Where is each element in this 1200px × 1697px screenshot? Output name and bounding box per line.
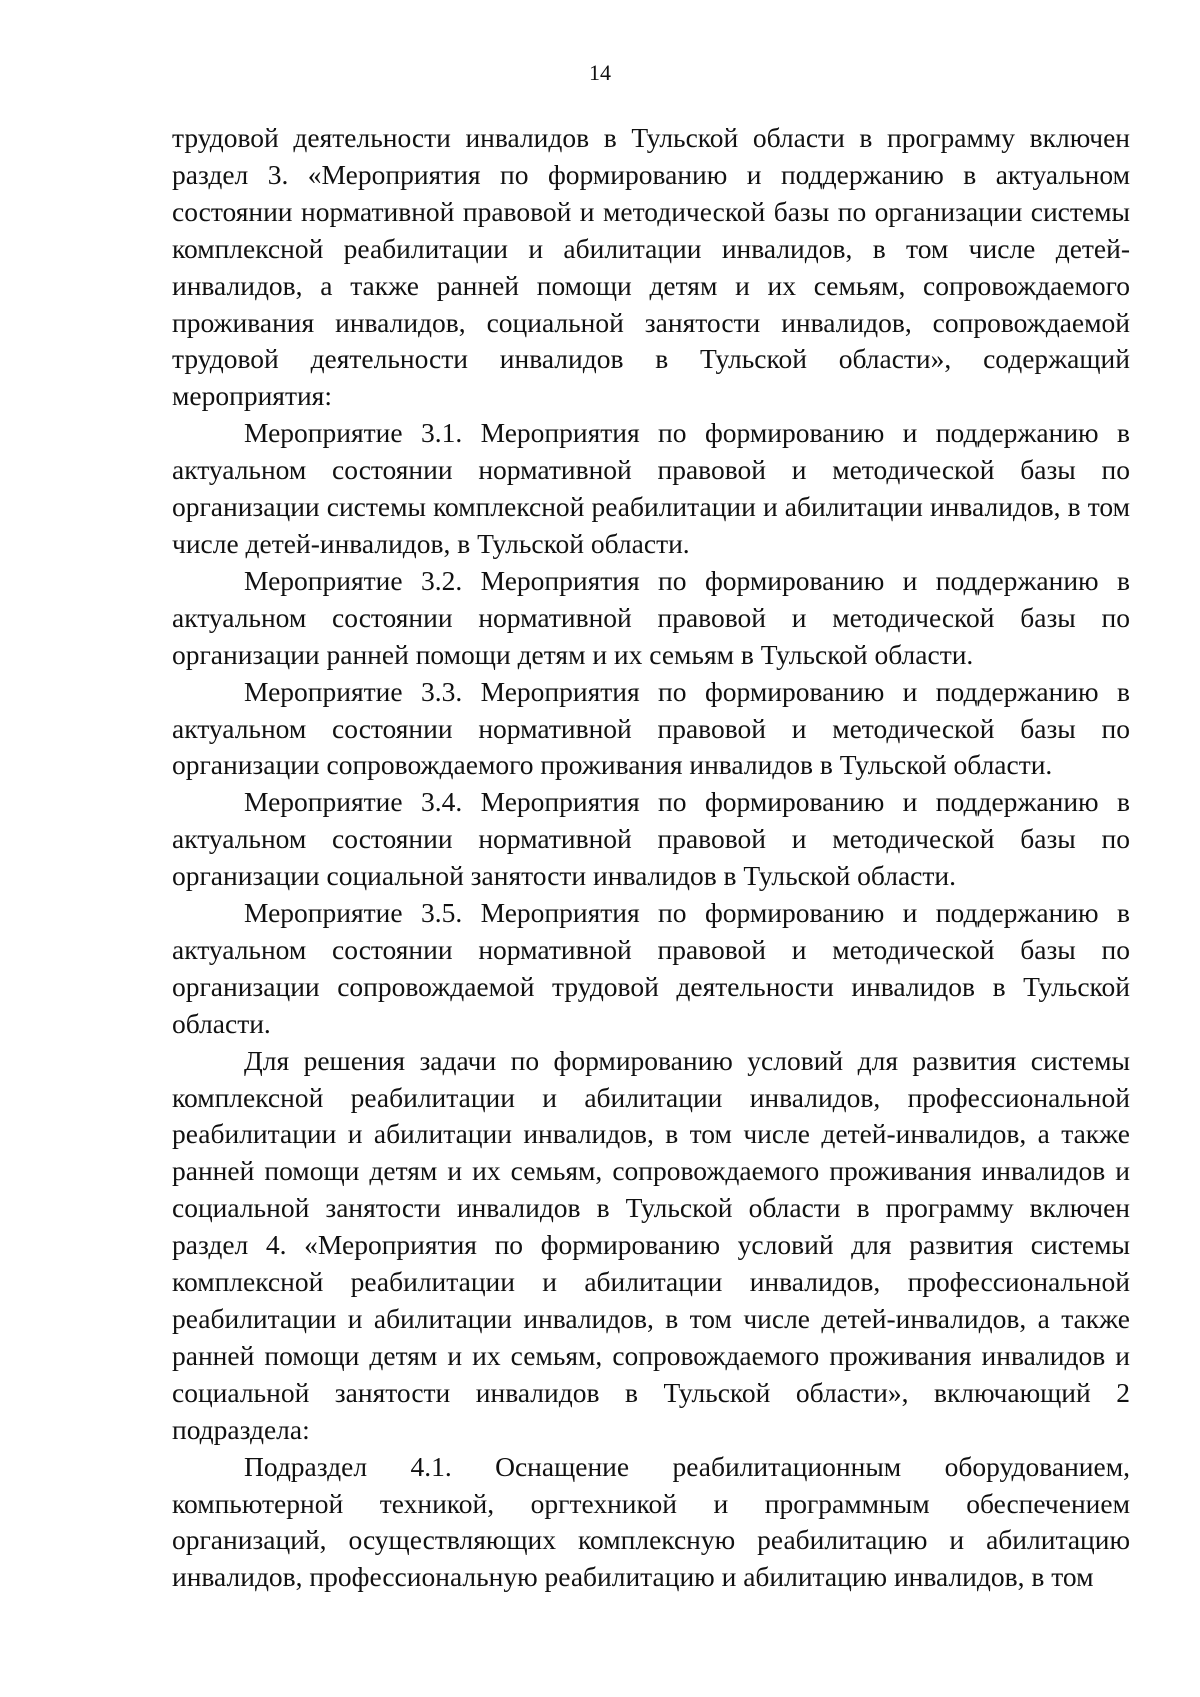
- paragraph-section-4-intro: Для решения задачи по формированию условий для развития системы комплексной реабилитации и абилитации инвалидов, профессиональной реабилитации и абилитации инвалидов, в том числе детей-инвалидов, а также ранней помощи детям и их семьям, сопровождаемого проживания инвалидов и социальной занятости инвалидов в Тульской области в программу включен раздел 4. «Мероприятия по формированию условий для развития системы комплексной реабилитации и абилитации инвалидов, профессиональной реабилитации и абилитации инвалидов, в том числе детей-инвалидов, а также ранней помощи детям и их семьям, сопровождаемого проживания инвалидов и социальной занятости инвалидов в Тульской области», включающий 2 подраздела:: [172, 1044, 1130, 1445]
- paragraph-measure-3-1: Мероприятие 3.1. Мероприятия по формированию и поддержанию в актуальном состоянии нормативной правовой и методической базы по организации системы комплексной реабилитации и абилитации инвалидов, в том числе детей-инвалидов, в Тульской области.: [172, 417, 1130, 559]
- paragraph-measure-3-5: Мероприятие 3.5. Мероприятия по формированию и поддержанию в актуальном состоянии нормативной правовой и методической базы по организации сопровождаемой трудовой деятельности инвалидов в Тульской области.: [172, 897, 1130, 1039]
- paragraph-measure-3-2: Мероприятие 3.2. Мероприятия по формированию и поддержанию в актуальном состоянии нормативной правовой и методической базы по организации ранней помощи детям и их семьям в Тульской области.: [172, 564, 1130, 670]
- document-body: [172, 120, 1130, 1596]
- page-number: 14: [589, 60, 611, 85]
- paragraph-subsection-4-1: Подраздел 4.1. Оснащение реабилитационным оборудованием, компьютерной техникой, оргтехникой и программным обеспечением организаций, осуществляющих комплексную реабилитацию и абилитацию инвалидов, профессиональную реабилитацию и абилитацию инвалидов, в том: [172, 1450, 1130, 1593]
- paragraph-measure-3-3: Мероприятие 3.3. Мероприятия по формированию и поддержанию в актуальном состоянии нормативной правовой и методической базы по организации сопровождаемого проживания инвалидов в Тульской области.: [172, 675, 1130, 781]
- paragraph-measure-3-4: Мероприятие 3.4. Мероприятия по формированию и поддержанию в актуальном состоянии нормативной правовой и методической базы по организации социальной занятости инвалидов в Тульской области.: [172, 786, 1130, 892]
- paragraph-continuation: трудовой деятельности инвалидов в Тульской области в программу включен раздел 3. «Мероприятия по формированию и поддержанию в актуальном состоянии нормативной правовой и методической базы по организации системы комплексной реабилитации и абилитации инвалидов, в том числе детей-инвалидов, а также ранней помощи детям и их семьям, сопровождаемого проживания инвалидов, социальной занятости инвалидов, сопровождаемой трудовой деятельности инвалидов в Тульской области», содержащий мероприятия:: [172, 122, 1130, 412]
